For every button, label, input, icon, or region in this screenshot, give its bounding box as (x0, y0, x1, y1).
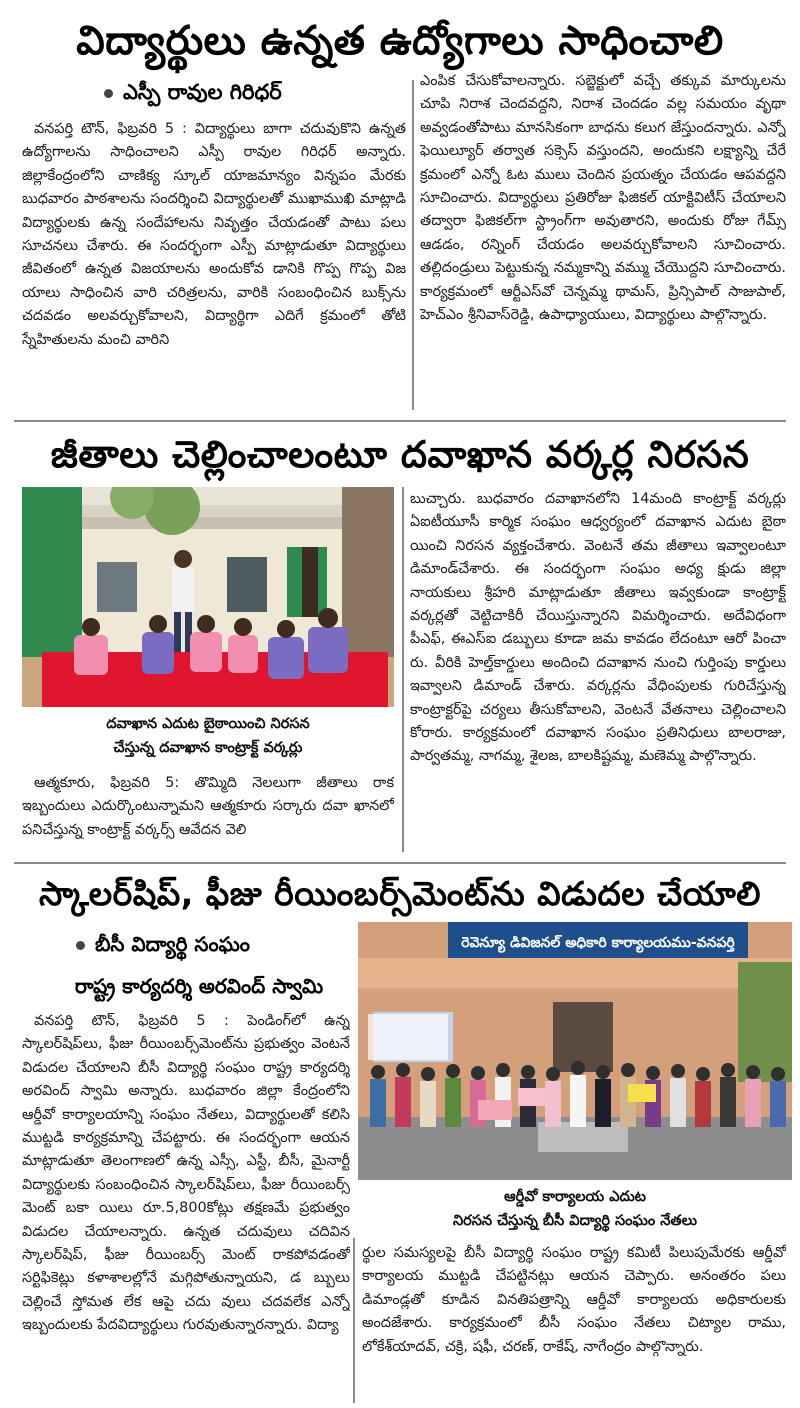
article3-photo-caption (358, 1185, 792, 1233)
article2-col1-text: ఆత్మకూరు, ఫిబ్రవరి 5: తొమ్మిది నెలలుగా జీతాలు రాక ఇబ్బందులు ఎదుర్కొంటున్నామని ఆత్మకూరు సర్కారు దవా ఖానలో పనిచేస్తున్న కాంట్రాక్ట్ వర్కర్స్ ఆవేదన వెలి (22, 775, 394, 838)
rdo-sign-text: రెవెన్యూ డివిజనల్ అధికారి కార్యాలయము-వనపర్తి (461, 935, 735, 951)
column-divider (353, 1238, 355, 1403)
article3-col1-text: వనపర్తి టౌన్, ఫిబ్రవరి 5 : పెండింగ్‌లో ఉన్న స్కాలర్‌షిప్‌లు, ఫీజు రీయింబర్స్‌మెంట్‌ను ప్రభుత్వం వెంటనే విడుదల చేయాలని బీసీ విద్యార్థి సంఘం రాష్ట్ర కార్యదర్శి అరవింద్ స్వామి అన్నారు. బుధవారం జిల్లా కేంద్రంలోని ఆర్డీవో కార్యాలయాన్ని సంఘం నేతలు, విద్యార్థులతో కలిసి ముట్టడి కార్యక్రమాన్ని చేపట్టారు. ఈ సందర్భంగా ఆయన మాట్లాడుతూ తెలంగాణలో ఉన్న ఎస్సీ, ఎస్టీ, బీసీ, మైనార్టీ విద్యార్థులకు సంబంధించిన స్కాలర్‌షిప్‌లు, ఫీజు రీయింబర్స్ మెంట్ బకా యిలు రూ.5,800కోట్లు తక్షణమే ప్రభుత్వం విడుదల చేయాలన్నారు. ఉన్నత చదువులు చదివిన స్కాలర్‌షిప్, ఫీజు రీయింబర్స్ మెంట్ రాకపోవడంతో సర్టిఫికెట్లు కళాశాలల్లోనే మగ్గిపోతున్నాయని, డ బ్బులు చెల్లించే స్తోమత లేక ఆపై చదు వులు చదవలేక ఎన్నో ఇబ్బందులకు పేదవిద్యార్థులు గురవుతున్నారన్నారు. విద్యా (22, 1013, 350, 1334)
article2-column2 (410, 488, 786, 854)
article1-headline: విద్యార్థులు ఉన్నత ఉద్యోగాలు సాధించాలి (76, 18, 724, 64)
rdo-office-protest-photo (358, 922, 792, 1180)
bullet-icon (76, 941, 85, 950)
article2-caption-line2: చేస్తున్న దవాఖాన కాంట్రాక్ట్ వర్కర్లు (113, 740, 303, 756)
article2-col2-text: బుచ్చారు. బుధవారం దవాఖానలోని 14మంది కాంట్రాక్ట్ వర్కర్లు ఏఐటీయూసీ కార్మిక సంఘం ఆధ్వర్యంలో దవాఖాన ఎదుట బైఠా యించి నిరసన వ్యక్తంచేశారు. వెంటనే తమ జీతాలు ఇవ్వాలంటూ డిమాండ్‌చేశారు. ఈ సందర్భంగా సంఘం అధ్య క్షుడు జిల్లా నాయకులు శ్రీహరి మాట్లాడుతూ జీతాలు ఇవ్వకుండా కాంట్రాక్ట్ వర్కర్లతో వెట్టిచాకిరీ చేయిస్తున్నారని విమర్శించారు. అదేవిధంగా పీఎఫ్, ఈఎస్ఐ డబ్బులు కూడా జమ కావడం లేదంటూ ఆరో పించా రు. వీరికి హెల్త్‌కార్డులు అందించి దవాఖాన నుంచి గుర్తింపు కార్డులు ఇవ్వాలని డిమాండ్ చేశారు. వర్కర్లను వేధింపులకు గురిచేస్తున్న కాంట్రాక్టర్‌పై చర్యలు తీసుకోవాలని, వెంటనే వేతనాలు చెల్లించాలని కోరారు. కార్యక్రమంలో దవాఖాన సంఘం ప్రతినిధులు బాలరాజు, పార్వతమ్మ, నాగమ్మ, శైలజ, బాలకిష్టమ్మ, మణెమ్మ పాల్గొన్నారు. (410, 491, 786, 765)
section-divider (14, 420, 786, 422)
article3-byline1 (76, 932, 250, 961)
article3-col2-text: ర్థుల సమస్యలపై బీసీ విద్యార్థి సంఘం రాష్ట్ర కమిటీ పిలుపుమేరకు ఆర్డీవో కార్యాలయ ముట్టడి చేపట్టినట్లు ఆయన చెప్పారు. అనంతరం పలు డిమాండ్లతో కూడిన వినతిపత్రాన్ని ఆర్డీవో కార్యాలయ అధికారులకు అందజేశారు. కార్యక్రమంలో బీసీ సంఘం నేతలు చిట్యాల రాము, లోకేశ్‌యాదవ్, చక్రి, షఫీ, చరణ్, రాకేష్, నాగేంద్రం పాల్గొన్నారు. (362, 1245, 786, 1355)
article2-photo-caption (22, 712, 394, 760)
article1-byline-text: ఎస్పీ రావుల గిరిధర్ (123, 80, 282, 104)
article2-headline: జీతాలు చెల్లించాలంటూ దవాఖాన వర్కర్ల నిరసన (50, 433, 750, 476)
article3-headline: స్కాలర్‌షిప్, ఫీజు రీయింబర్స్‌మెంట్‌ను విడుదల చేయాలి (39, 874, 761, 913)
hospital-workers-protest-photo (22, 487, 394, 707)
article1-col2-text: ఎంపిక చేసుకోవాలన్నారు. సబ్జెక్టులో వచ్చే తక్కువ మార్కులను చూపి నిరాశ చెందవద్దని, నిరాశ చెందడం వల్ల సమయం వృథా అవ్వడంతోపాటు మానసికంగా బాధను కలుగ జేస్తుందన్నారు. ఎన్నో ఫెయిల్యూర్ తర్వాత సక్సెస్ వస్తుందని, అందుకని లక్ష్యాన్ని చేరే క్రమంలో ఎన్నో ఓట ములు చెందిన ప్రయత్నం చేయడం ఆపవద్దని సూచించారు. విద్యార్థులు ప్రతిరోజు ఫిజికల్ యాక్టివిటీస్ చేయాలని తద్వారా ఫిజికల్‌గా స్ట్రాంగ్‌గా అవుతారని, అందుకు రోజు గేమ్స్ ఆడడం, రన్నింగ్ చేయడం అలవర్చుకోవాలని సూచించారు. తల్లిదండ్రులు పెట్టుకున్న నమ్మకాన్ని వమ్ము చేయొద్దని సూచించారు. కార్యక్రమంలో ఆర్టీఎస్‌వో చెన్నమ్మ థామస్, ప్రిన్సిపాల్ సాజుపాల్, హెచ్‌ఎం శ్రీనివాస్‌రెడ్డి, ఉపాధ్యాయులు, విద్యార్థులు పాల్గొన్నారు. (420, 73, 786, 324)
article3-caption-line1: ఆర్డీవో కార్యాలయ ఎదుట (504, 1189, 646, 1205)
article1-column1 (22, 118, 406, 408)
article3-caption-line2: నిరసన చేస్తున్న బీసీ విద్యార్థి సంఘం నేతలు (452, 1213, 698, 1229)
article3-byline1-text: బీసీ విద్యార్థి సంఘం (95, 932, 250, 956)
article2-caption-line1: దవాఖాన ఎదుట బైఠాయించి నిరసన (106, 716, 310, 732)
article1-column2 (420, 70, 786, 410)
section-divider (14, 862, 786, 864)
bullet-icon (104, 89, 113, 98)
article2-column1 (22, 772, 394, 854)
article3-column1 (22, 1010, 350, 1404)
column-divider (402, 487, 404, 852)
column-divider (412, 80, 414, 410)
article1-byline (104, 80, 282, 110)
article3-byline2: రాష్ట్ర కార్యదర్శి అరవింద్ స్వామి (74, 974, 324, 998)
article1-col1-text: వనపర్తి టౌన్, ఫిబ్రవరి 5 : విద్యార్థులు బాగా చదువుకొని ఉన్నత ఉద్యోగాలను సాధించాలని ఎస్పీ రావుల గిరిధర్ అన్నారు. జిల్లాకేంద్రంలోని చాణిక్య స్కూల్ యాజమాన్యం విన్నపం మేరకు బుధవారం పాఠశాలను సందర్శించి విద్యార్థులతో ముఖాముఖి మాట్లాడి విద్యార్థులకు ఉన్న సందేహాలను నివృత్తం చేయడంతో పాటు పలు సూచనలు చేశారు. ఈ సందర్భంగా ఎస్పీ మాట్లాడుతూ విద్యార్థులు జీవితంలో ఉన్నత విజయాలను అందుకోవ డానికి గొప్ప గొప్ప విజ యాలు సాధించిన వారి చరిత్రలను, వారికి సంబంధించిన బుక్స్‌ను చదవడం అలవర్చుకోవాలని, విద్యార్థిగా ఎదిగే క్రమంలో తోటి స్నేహితులను మంచి వారిని (22, 121, 406, 348)
article3-column2 (362, 1242, 786, 1404)
